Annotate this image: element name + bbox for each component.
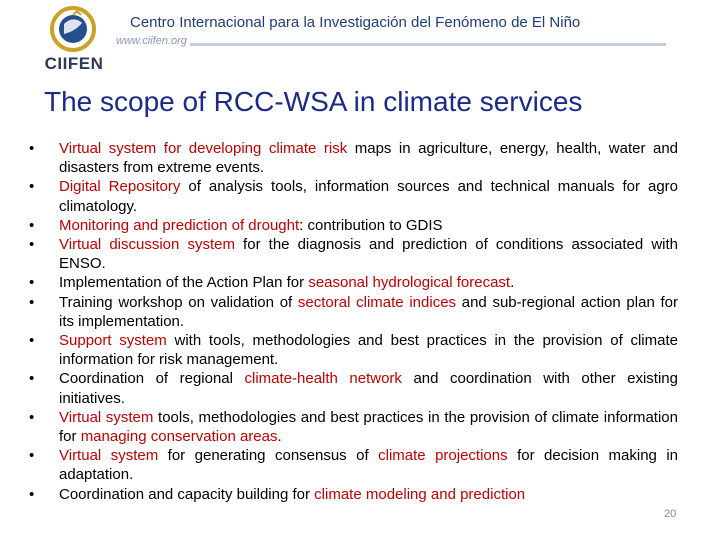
organization-url[interactable]: www.ciifen.org bbox=[116, 35, 187, 47]
bullet-text: and coordination with other existing initiatives. bbox=[59, 370, 678, 407]
highlighted-text: Digital Repository bbox=[59, 178, 181, 196]
bullet-item bbox=[22, 273, 678, 292]
bullet-text: : contribution to GDIS bbox=[299, 216, 443, 234]
header-divider bbox=[190, 43, 666, 46]
highlighted-text: Support system bbox=[59, 332, 167, 350]
highlighted-text: climate-health network bbox=[244, 370, 402, 388]
bullet-text: Training workshop on validation of bbox=[59, 293, 298, 311]
highlighted-text: climate projections bbox=[378, 447, 508, 465]
bullet-text: . bbox=[277, 428, 282, 446]
bullet-list bbox=[22, 139, 678, 504]
bullet-text: for generating consensus of bbox=[158, 447, 379, 465]
bullet-text: Coordination and capacity building for bbox=[59, 485, 315, 503]
highlighted-text: Virtual system for developing climate risk bbox=[59, 140, 348, 157]
bullet-text: of analysis tools, information sources and technical manuals for agro climatology. bbox=[59, 178, 679, 215]
bullet-text: and sub-regional action plan for its implementation. bbox=[59, 293, 678, 330]
bullet-item bbox=[22, 446, 678, 484]
highlighted-text: Virtual discussion system bbox=[59, 236, 235, 254]
bullet-text: for decision making in adaptation. bbox=[59, 447, 679, 484]
highlighted-text: sectoral climate indices bbox=[297, 293, 457, 311]
bullet-item bbox=[22, 408, 678, 446]
bullet-text: for the diagnosis and prediction of conditions associated with ENSO. bbox=[59, 236, 678, 273]
bullet-text: with tools, methodologies and best practices in the provision of climate information for risk management. bbox=[59, 332, 678, 369]
bullet-item bbox=[22, 485, 678, 504]
bullet-item bbox=[22, 235, 678, 273]
highlighted-text: seasonal hydrological forecast bbox=[308, 274, 511, 292]
bullet-item bbox=[22, 331, 678, 369]
slide-title: The scope of RCC-WSA in climate services bbox=[44, 86, 583, 117]
bullet-item bbox=[22, 216, 678, 235]
bullet-item bbox=[22, 293, 678, 331]
bullet-item bbox=[22, 177, 678, 215]
highlighted-text: managing conservation areas bbox=[80, 428, 278, 446]
highlighted-text: Virtual system bbox=[59, 447, 159, 465]
bullet-text: tools, methodologies and best practices in the provision of climate information for bbox=[59, 408, 678, 446]
highlighted-text: climate modeling and prediction bbox=[314, 485, 526, 503]
organization-name: Centro Internacional para la Investigación del Fenómeno de El Niño bbox=[130, 14, 581, 31]
bullet-text: Coordination of regional bbox=[59, 370, 245, 388]
bullet-text: maps in agriculture, energy, health, water and disasters from extreme events. bbox=[59, 140, 679, 177]
logo-text: CIIFEN bbox=[44, 54, 104, 73]
ciifen-globe-icon bbox=[50, 6, 96, 52]
ciifen-logo bbox=[30, 6, 110, 76]
bullet-item bbox=[22, 369, 678, 407]
page-number: 20 bbox=[664, 508, 677, 520]
bullet-text: . bbox=[510, 274, 515, 292]
highlighted-text: Virtual system bbox=[59, 408, 154, 426]
highlighted-text: Monitoring and prediction of drought bbox=[59, 216, 300, 234]
bullet-item bbox=[22, 139, 678, 177]
bullet-text: Implementation of the Action Plan for bbox=[59, 274, 309, 292]
